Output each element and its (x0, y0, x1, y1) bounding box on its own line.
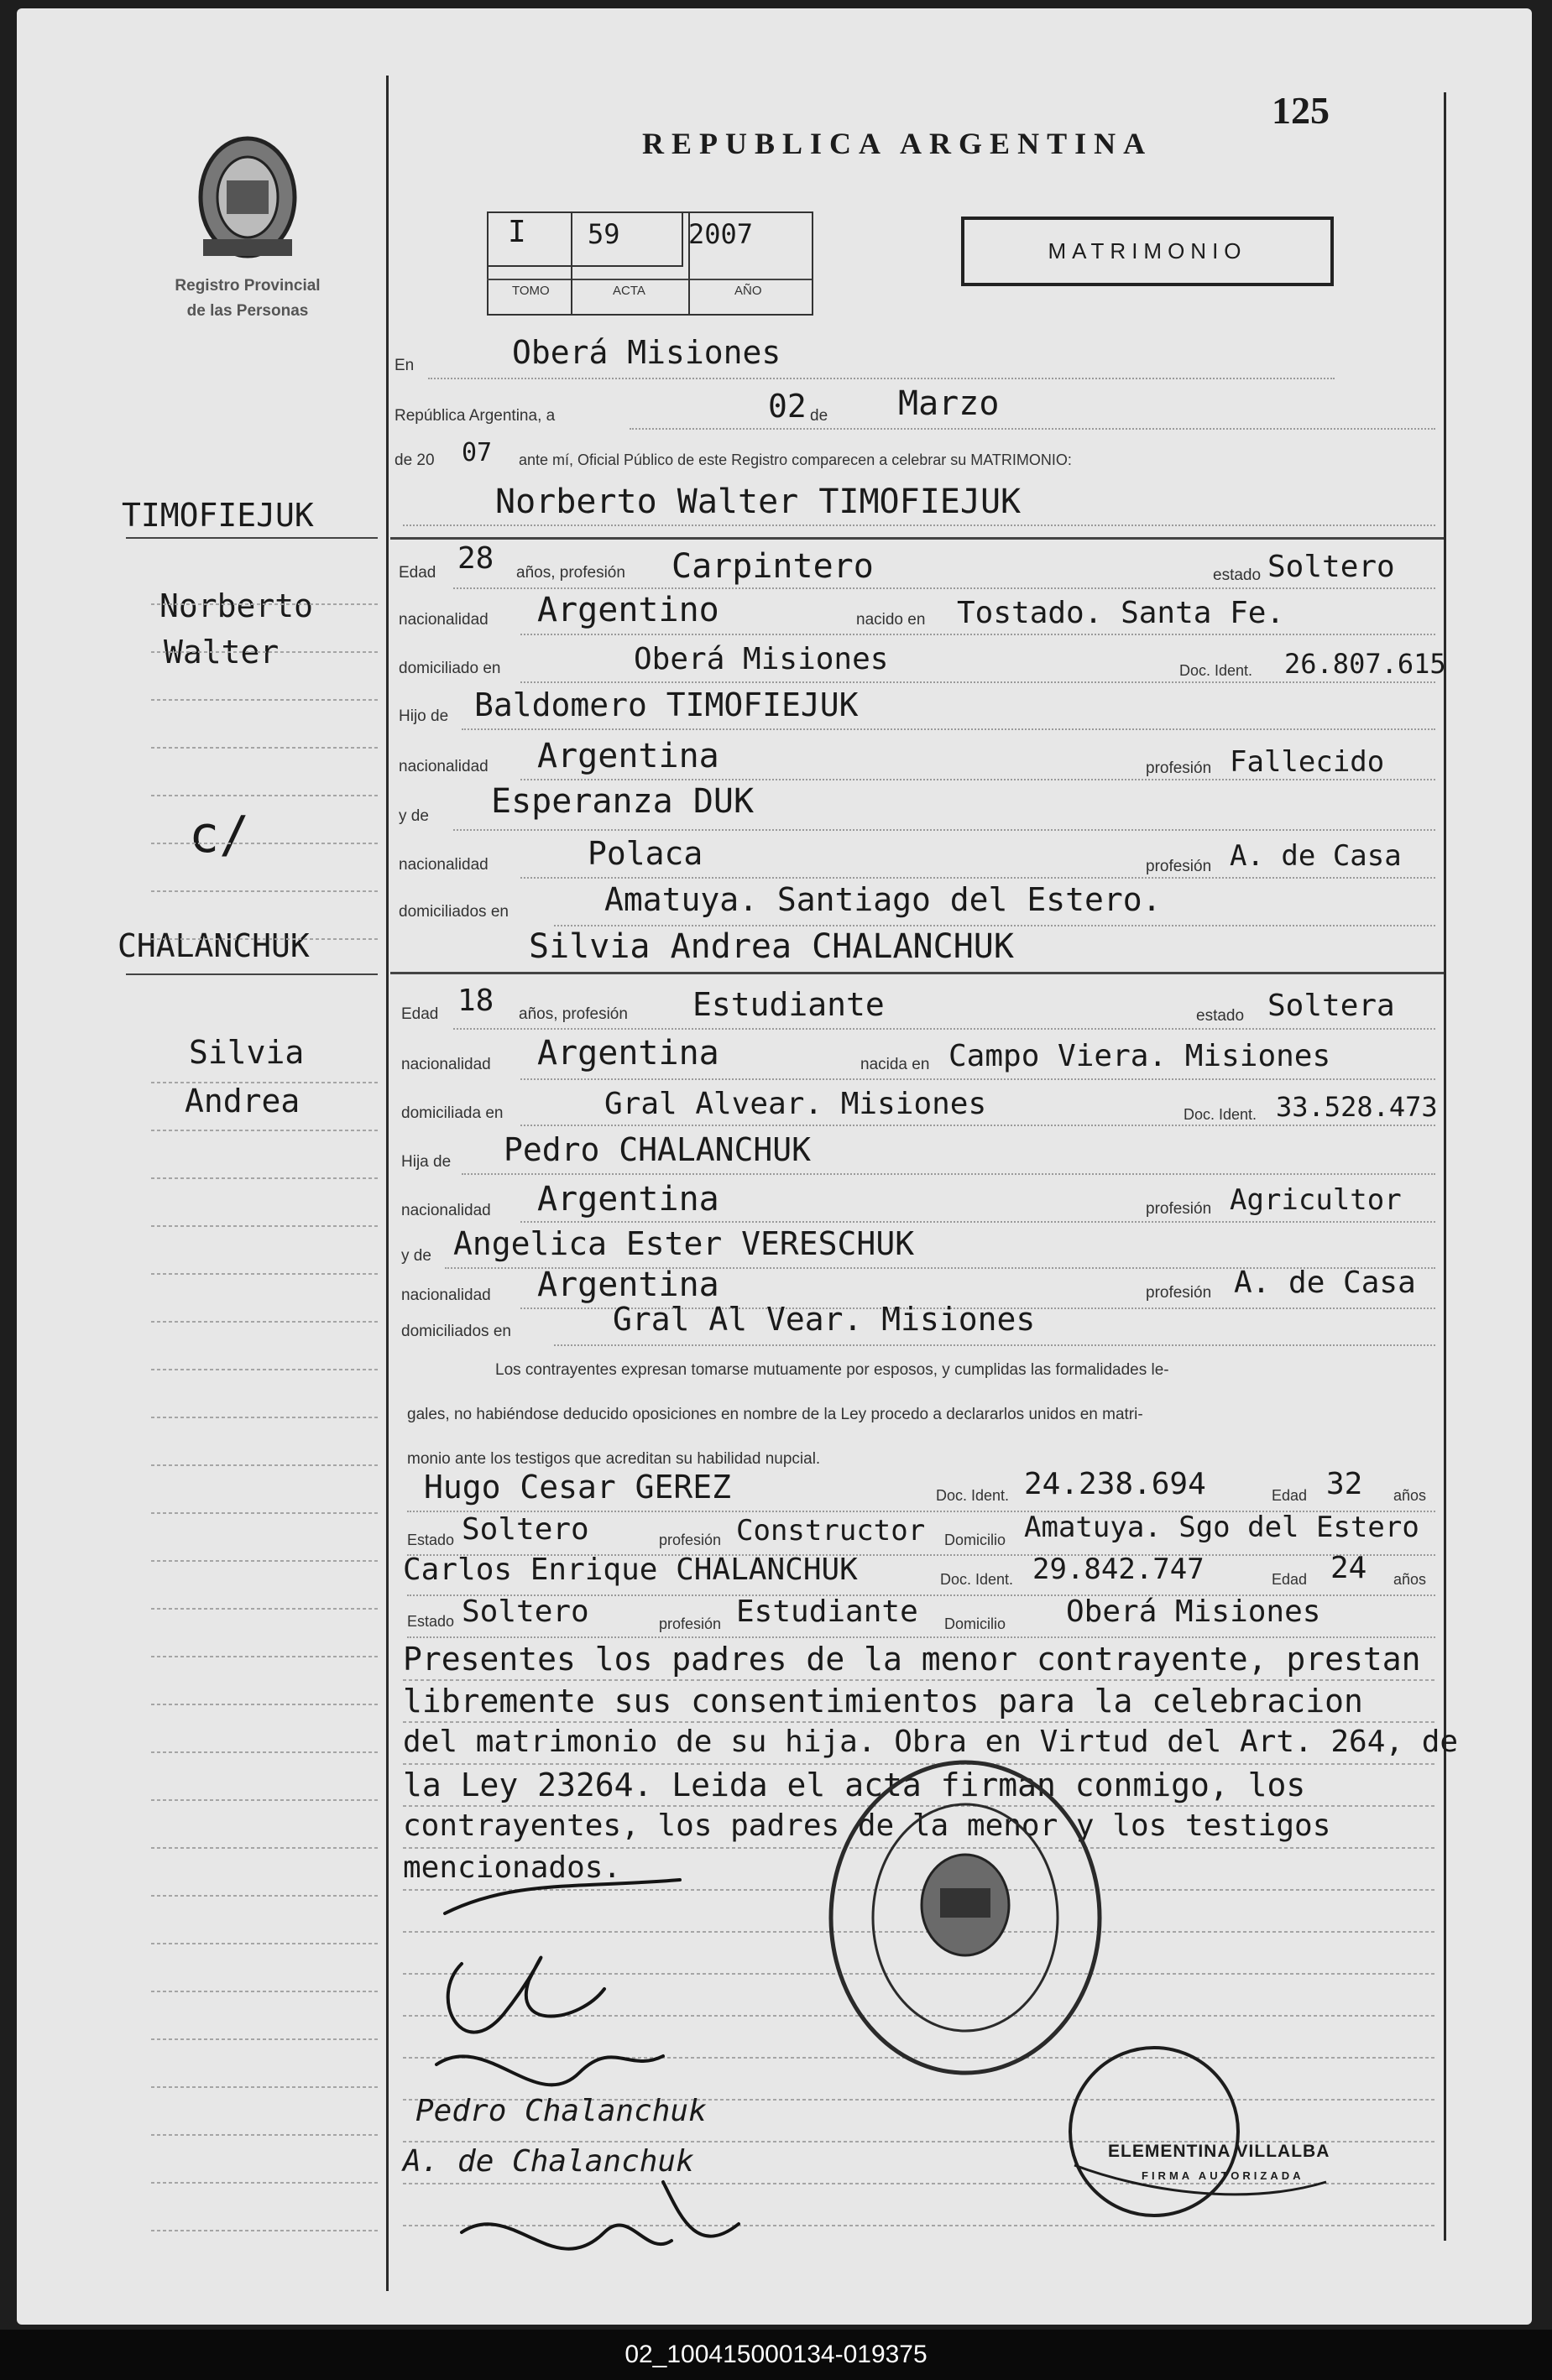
official-role: FIRMA AUTORIZADA (1142, 2169, 1304, 2182)
wife-id-number: 33.528.473 (1276, 1091, 1438, 1123)
wife-father-nationality: Argentina (537, 1180, 719, 1219)
wife-profession: Estudiante (692, 986, 885, 1023)
right-border (1444, 92, 1446, 2241)
husband-father-profession: Fallecido (1230, 745, 1385, 779)
husband-nationality: Argentino (537, 591, 719, 629)
husband-father-nationality: Argentina (537, 737, 719, 775)
file-identifier: 02_100415000134-019375 (0, 2330, 1552, 2380)
wife-mother-nationality: Argentina (537, 1266, 719, 1304)
witness1-profession: Constructor (736, 1514, 926, 1548)
registry-statement: ante mí, Oficial Público de este Registro comparecen a celebrar su MATRIMONIO: (519, 451, 1072, 468)
document-page: Registro Provincial de las Personas REPUBLICA ARGENTINA 125 I 59 2007 TOMO ACTA AÑO MATRIMONIO TIMOFIEJUK Norberto Walter c/ CHALANCHUK Silvia Andrea En Oberá Misiones República Argentina, a 02 de Marzo de 20 07 ante mí, Oficial Público de este Registro comparecen a celebrar su MATRIMONIO: Norberto Walter TIMOFIEJUK Edad 28 años, profesión Carpintero estado Soltero nacionalidad Argentino nacido en Tostado. Santa Fe. domiciliado en Oberá Misiones Doc. Ident. 26.807.615 Hijo de Baldomero TIMOFIEJUK nacionalidad Argentina profesión Fallecido y de Esperanza DUK nacionalidad Polaca profesión A. de Casa domiciliados en Amatuya. Santiago del Estero. Silvia Andrea CHALANCHUK Edad 18 años, profesión Estudiante estado Soltera nacionalidad Argentina nacida en Campo Viera. Misiones domiciliada en Gral Alvear. Misiones Doc. Ident. 33.528.473 Hija de Pedro CHALANCHUK nacionalidad Argentina profesión Agricultor y de Angelica Ester VERESCHUK nacionalidad Argentina profesión A. de Casa domiciliados en Gral Al Vear. Misiones Los contrayentes expresan tomarse mutuamente por esposos, y cumplidas las formalidades le- gales, no habiéndose deducido oposiciones en nombre de la Ley procedo a declararlos unidos en matri- monio ante los testigos que acreditan su habilidad nupcial. Hugo Cesar GEREZ Doc. Ident. 24.238.694 Edad 32 años Estado Soltero profesión Constructor Domicilio Amatuya. Sgo del Estero Carlos Enrique CHALANCHUK Doc. Ident. 29.842.747 Edad 24 años Estado Soltero profesión Estudiante Domicilio Oberá Misiones Presentes los padres de la menor contrayente, prestan libremente sus consentimientos para la celebracion del matrimonio de su hija. Obra en Virtud del Art. 264, de la Ley 23264. Leida el acta firman conmigo, los contrayentes, los padres de la menor y los testigos mencionados. Pedro Chalanchuk A. de Chalanchuk ELEMENTINA VILLALBA FIRMA AUTORIZADA (17, 8, 1532, 2325)
margin-wife-name1: Silvia (189, 1034, 305, 1071)
husband-age: 28 (457, 541, 494, 576)
margin-husband-surname: TIMOFIEJUK (122, 497, 314, 534)
witness1-marital-status: Soltero (462, 1512, 589, 1547)
acta-value: 59 (588, 218, 620, 250)
ceremony-place: Oberá Misiones (512, 334, 781, 371)
wife-mother-profession: A. de Casa (1234, 1266, 1416, 1300)
registry-emblem-icon (193, 134, 302, 269)
witness1-residence: Amatuya. Sgo del Estero (1024, 1511, 1419, 1544)
formula-line-1: Los contrayentes expresan tomarse mutuamente por esposos, y cumplidas las formalidades le- (495, 1361, 1169, 1379)
wife-birthplace: Campo Viera. Misiones (948, 1039, 1331, 1073)
republic-label: República Argentina, a (395, 407, 556, 425)
note-line-2: libremente sus consentimientos para la celebracion (403, 1683, 1363, 1720)
witness1-id: 24.238.694 (1024, 1467, 1206, 1501)
note-line-6: mencionados. (403, 1850, 622, 1885)
note-line-1: Presentes los padres de la menor contrayente, prestan (403, 1641, 1421, 1678)
official-signature-seal (1058, 2039, 1335, 2232)
witness2-residence: Oberá Misiones (1066, 1594, 1321, 1629)
wife-nationality: Argentina (537, 1034, 719, 1073)
husband-father: Baldomero TIMOFIEJUK (474, 686, 859, 723)
husband-mother-profession: A. de Casa (1230, 839, 1402, 873)
page-number: 125 (1272, 89, 1330, 132)
ceremony-year: 07 (462, 438, 493, 467)
husband-mother-nationality: Polaca (588, 835, 703, 872)
note-line-5: contrayentes, los padres de la menor y los testigos (403, 1808, 1331, 1843)
witness2-name: Carlos Enrique CHALANCHUK (403, 1553, 858, 1587)
witness2-profession: Estudiante (736, 1594, 918, 1629)
note-line-4: la Ley 23264. Leida el acta firman conmigo, los (403, 1767, 1306, 1803)
ceremony-day: 02 (768, 388, 807, 425)
margin-husband-name1: Norberto (159, 587, 314, 624)
registry-name-line2: de las Personas (186, 302, 309, 320)
margin-wife-surname: CHALANCHUK (118, 927, 310, 964)
margin-wife-name2: Andrea (185, 1083, 300, 1120)
witness1-age: 32 (1326, 1467, 1363, 1501)
husband-residence: Oberá Misiones (634, 642, 889, 676)
margin-connector: c/ (189, 806, 250, 864)
witness2-age: 24 (1330, 1551, 1367, 1585)
husband-full-name: Norberto Walter TIMOFIEJUK (495, 483, 1022, 521)
anio-label: AÑO (734, 284, 762, 298)
tomo-value: I (508, 215, 526, 249)
acta-label: ACTA (613, 284, 645, 298)
witness2-marital-status: Soltero (462, 1594, 589, 1629)
wife-father: Pedro CHALANCHUK (504, 1131, 812, 1168)
registry-seal-stamp (823, 1754, 1108, 2081)
tomo-label: TOMO (512, 284, 550, 298)
note-line-3: del matrimonio de su hija. Obra en Virtud del Art. 264, de (403, 1725, 1459, 1759)
parent-signature-2: A. de Chalanchuk (403, 2144, 694, 2179)
anio-value: 2007 (688, 218, 754, 250)
husband-profession: Carpintero (671, 547, 874, 586)
formula-line-3: monio ante los testigos que acreditan su habilidad nupcial. (407, 1450, 821, 1468)
wife-parents-residence: Gral Al Vear. Misiones (613, 1301, 1036, 1338)
wife-residence: Gral Alvear. Misiones (604, 1087, 987, 1121)
wife-full-name: Silvia Andrea CHALANCHUK (529, 927, 1014, 966)
husband-mother: Esperanza DUK (491, 782, 755, 821)
wife-age: 18 (457, 984, 494, 1018)
parent-signature-1: Pedro Chalanchuk (415, 2094, 707, 2128)
margin-ruled-lines (151, 587, 378, 2283)
ceremony-month: Marzo (898, 384, 1000, 423)
witness2-id: 29.842.747 (1032, 1553, 1204, 1586)
record-type-box: MATRIMONIO (961, 217, 1334, 286)
country-title: REPUBLICA ARGENTINA (642, 127, 1153, 160)
signature-scribbles (411, 1863, 764, 2308)
wife-mother: Angelica Ester VERESCHUK (453, 1225, 915, 1262)
registry-name-line1: Registro Provincial (175, 277, 321, 295)
formula-line-2: gales, no habiéndose deducido oposiciones en nombre de la Ley procedo a declararlos unidos en matri- (407, 1406, 1143, 1423)
witness1-name: Hugo Cesar GEREZ (424, 1469, 732, 1506)
husband-birthplace: Tostado. Santa Fe. (957, 596, 1285, 630)
margin-husband-name2: Walter (164, 634, 280, 671)
husband-marital-status: Soltero (1267, 550, 1395, 584)
book-reference-box (487, 211, 813, 316)
husband-id-number: 26.807.615 (1284, 648, 1446, 680)
official-name: ELEMENTINA VILLALBA (1108, 2142, 1330, 2161)
wife-father-profession: Agricultor (1230, 1183, 1402, 1217)
wife-marital-status: Soltera (1267, 989, 1395, 1023)
husband-parents-residence: Amatuya. Santiago del Estero. (604, 881, 1162, 918)
margin-divider (386, 76, 389, 2291)
en-label: En (395, 357, 415, 374)
